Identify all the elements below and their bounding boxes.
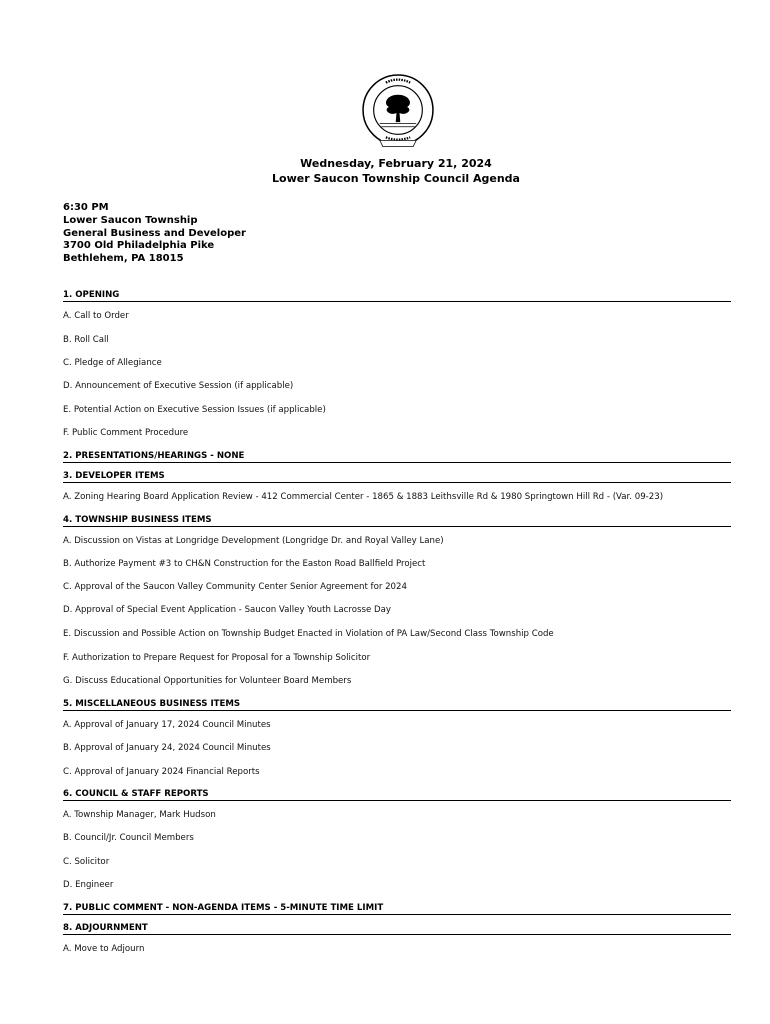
agenda-item: A. Call to Order [63,311,129,321]
agenda-item: D. Engineer [63,880,114,890]
agenda-item: A. Township Manager, Mark Hudson [63,810,216,820]
agenda-item: D. Approval of Special Event Application - Saucon Valley Youth Lacrosse Day [63,605,391,615]
agenda-item: B. Approval of January 24, 2024 Council Minutes [63,743,271,753]
township-seal-icon [360,72,436,148]
agenda-item: C. Solicitor [63,857,110,867]
meeting-body: Lower Saucon Township [63,214,198,226]
agenda-date: Wednesday, February 21, 2024 [300,157,492,170]
agenda-item: A. Discussion on Vistas at Longridge Development (Longridge Dr. and Royal Valley Lane) [63,536,444,546]
meeting-address-line2: Bethlehem, PA 18015 [63,253,184,265]
agenda-item: C. Approval of the Saucon Valley Community Center Senior Agreement for 2024 [63,582,407,592]
meeting-type: General Business and Developer [63,227,246,239]
agenda-item: D. Announcement of Executive Session (if applicable) [63,381,294,391]
agenda-item: C. Approval of January 2024 Financial Reports [63,767,260,777]
agenda-item: B. Roll Call [63,335,109,345]
section-presentations: 2. PRESENTATIONS/HEARINGS - NONE [63,451,731,463]
meeting-address-line1: 3700 Old Philadelphia Pike [63,240,215,252]
meeting-info [63,202,246,266]
agenda-item: A. Zoning Hearing Board Application Review - 412 Commercial Center - 1865 & 1883 Leithsville Rd & 1980 Springtown Hill Rd - (Var. 09-23) [63,492,664,502]
agenda-item: E. Potential Action on Executive Session Issues (if applicable) [63,405,326,415]
agenda-item: A. Approval of January 17, 2024 Council Minutes [63,720,271,730]
section-opening: 1. OPENING [63,290,731,302]
agenda-title: Lower Saucon Township Council Agenda [272,172,520,185]
section-council-staff-reports: 6. COUNCIL & STAFF REPORTS [63,789,731,801]
section-township-business: 4. TOWNSHIP BUSINESS ITEMS [63,515,731,527]
agenda-item: F. Public Comment Procedure [63,428,189,438]
agenda-item: C. Pledge of Allegiance [63,358,162,368]
section-developer-items: 3. DEVELOPER ITEMS [63,471,731,483]
agenda-item: G. Discuss Educational Opportunities for Volunteer Board Members [63,676,352,686]
agenda-item: F. Authorization to Prepare Request for Proposal for a Township Solicitor [63,653,371,663]
section-miscellaneous: 5. MISCELLANEOUS BUSINESS ITEMS [63,699,731,711]
meeting-time: 6:30 PM [63,202,109,213]
section-public-comment: 7. PUBLIC COMMENT - NON-AGENDA ITEMS - 5-MINUTE TIME LIMIT [63,903,731,915]
agenda-item: B. Council/Jr. Council Members [63,833,194,843]
agenda-item: A. Move to Adjourn [63,944,145,954]
agenda-item: E. Discussion and Possible Action on Township Budget Enacted in Violation of PA Law/Second Class Township Code [63,629,554,639]
section-adjournment: 8. ADJOURNMENT [63,923,731,935]
agenda-item: B. Authorize Payment #3 to CH&N Construction for the Easton Road Ballfield Project [63,559,426,569]
